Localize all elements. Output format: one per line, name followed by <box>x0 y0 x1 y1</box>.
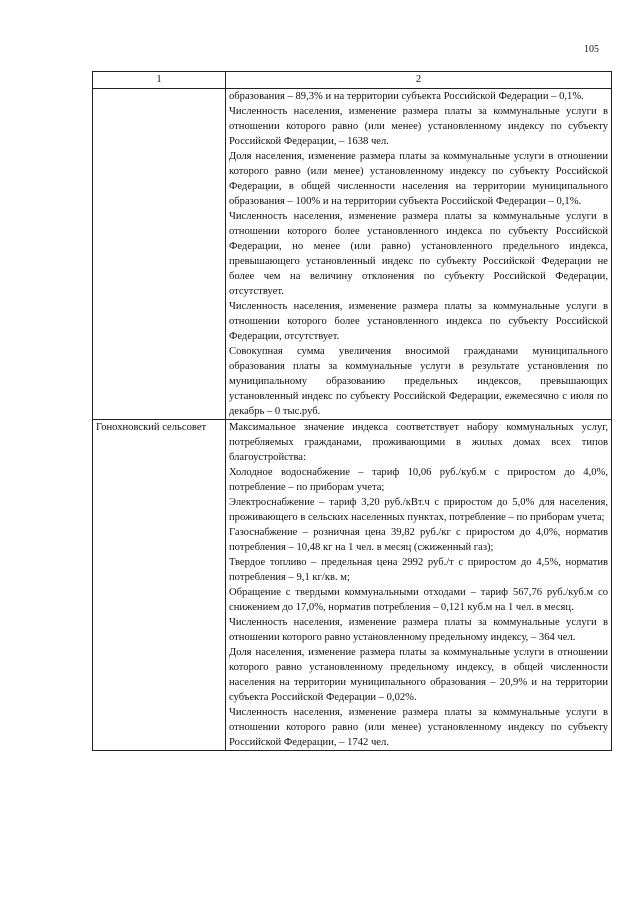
paragraph: Доля населения, изменение размера платы за коммунальные услуги в отношении которого равно установленному предельному индексу, в общей численности населения на территории муниципального образования – 20,9% и на территории субъекта Российской Федерации – 0,02%. <box>229 647 608 703</box>
paragraph: Численность населения, изменение размера платы за коммунальные услуги в отношении которого более установленного индекса по субъекту Российской Федерации, отсутствует. <box>229 301 608 342</box>
paragraph: Совокупная сумма увеличения вносимой гражданами муниципального образования платы за коммунальные услуги в результате установления по муниципальному образованию предельных индексов, превышающих установленный индекс по субъекту Российской Федерации, ежемесячно с июля по декабрь – 0 тыс.руб. <box>229 346 608 417</box>
paragraph: Газоснабжение – розничная цена 39,82 руб./кг с приростом до 4,0%, норматив потребления – 10,48 кг на 1 чел. в месяц (сжиженный газ); <box>229 527 608 553</box>
paragraph: Численность населения, изменение размера платы за коммунальные услуги в отношении которого равно (или менее) установленному индексу по субъекту Российской Федерации, – 1742 чел. <box>229 707 608 748</box>
paragraph: Твердое топливо – предельная цена 2992 руб./т с приростом до 4,5%, норматив потребления – 9,1 кг/кв. м; <box>229 557 608 583</box>
description-cell <box>226 89 612 420</box>
document-table <box>92 71 612 751</box>
municipality-name: Гонохновский сельсовет <box>96 422 207 433</box>
paragraph: Численность населения, изменение размера платы за коммунальные услуги в отношении которого равно установленному предельному индексу, – 364 чел. <box>229 617 608 643</box>
column-header-1: 1 <box>93 72 226 89</box>
municipality-cell <box>93 420 226 751</box>
paragraph: Холодное водоснабжение – тариф 10,06 руб./куб.м с приростом до 4,0%, потребление – по приборам учета; <box>229 467 608 493</box>
page-number: 105 <box>584 44 599 55</box>
description-cell <box>226 420 612 751</box>
paragraph: Максимальное значение индекса соответствует набору коммунальных услуг, потребляемых гражданами, проживающими в жилых домах всех типов благоустройства: <box>229 422 608 463</box>
paragraph: Численность населения, изменение размера платы за коммунальные услуги в отношении которого равно (или менее) установленному индексу по субъекту Российской Федерации, – 1638 чел. <box>229 106 608 147</box>
paragraph: Доля населения, изменение размера платы за коммунальные услуги в отношении которого равно (или менее) установленному индексу по субъекту Российской Федерации, в общей численности населения на территории муниципального образования – 100% и на территории субъекта Российской Федерации – 0,1%. <box>229 151 608 207</box>
municipality-cell <box>93 89 226 420</box>
paragraph: образования – 89,3% и на территории субъекта Российской Федерации – 0,1%. <box>229 91 584 102</box>
table-row <box>93 420 612 751</box>
table-header-row <box>93 72 612 89</box>
paragraph: Электроснабжение – тариф 3,20 руб./кВт.ч с приростом до 5,0% для населения, проживающего в сельских населенных пунктах, потребление – по приборам учета; <box>229 497 608 523</box>
paragraph: Обращение с твердыми коммунальными отходами – тариф 567,76 руб./куб.м со снижением до 17,0%, норматив потребления – 0,121 куб.м на 1 чел. в месяц. <box>229 587 608 613</box>
table-row <box>93 89 612 420</box>
paragraph: Численность населения, изменение размера платы за коммунальные услуги в отношении которого более установленного индекса по субъекту Российской Федерации, но менее (или равно) установленного предельного индекса, превышающего установленный индекс по субъекту Российской Федерации не более чем на величину отклонения по субъекту Российской Федерации, отсутствует. <box>229 211 608 297</box>
column-header-2: 2 <box>226 72 612 89</box>
